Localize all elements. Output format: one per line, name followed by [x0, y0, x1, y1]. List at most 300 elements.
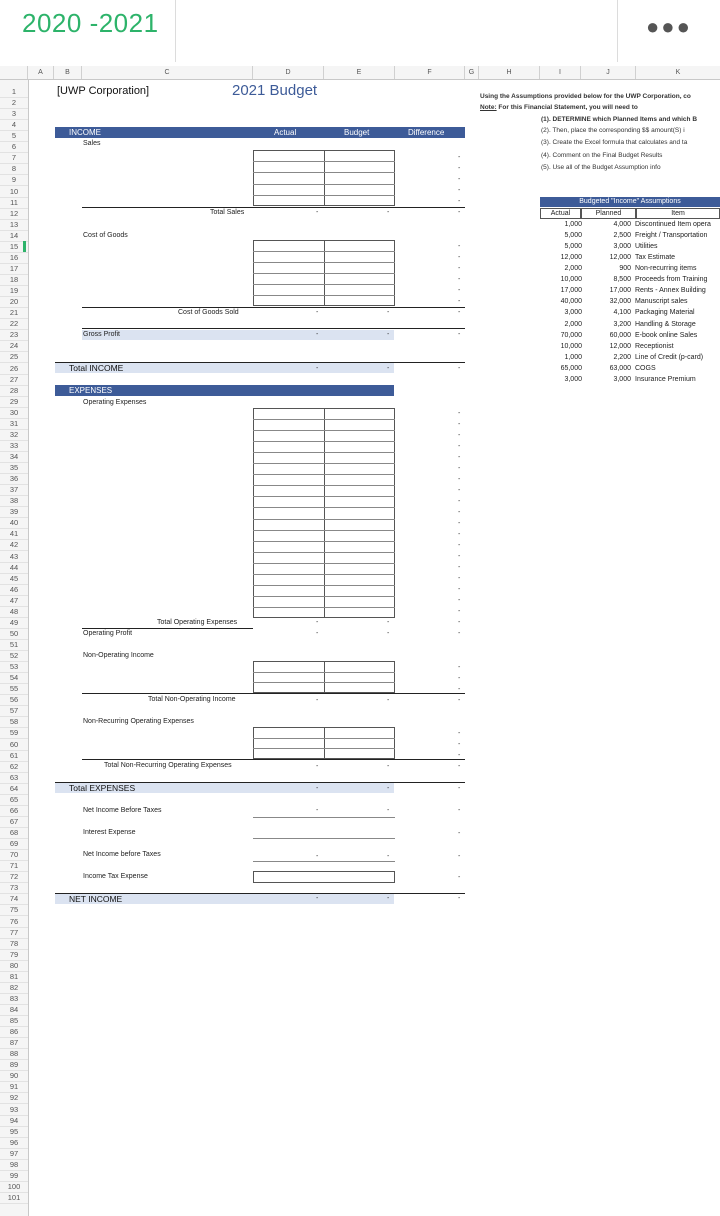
row-header-bar — [0, 80, 29, 1216]
difference-value[interactable]: - — [458, 265, 461, 272]
row-header[interactable]: 80 — [9, 960, 19, 970]
actual-header: Actual — [274, 128, 297, 137]
row-header[interactable]: 86 — [9, 1027, 19, 1037]
row-header[interactable]: 51 — [9, 640, 19, 649]
document-title[interactable]: 2020 -2021 — [22, 8, 159, 38]
row-header[interactable]: 29 — [9, 396, 19, 406]
cell-divider — [324, 408, 325, 618]
income-tax-input[interactable] — [253, 871, 395, 883]
instruction-step: (1). DETERMINE which Planned Items and which B — [541, 116, 698, 123]
row-header[interactable]: 81 — [9, 971, 19, 981]
total-income-label: Total INCOME — [69, 363, 124, 373]
cell-divider — [253, 262, 395, 263]
income-header-band — [55, 127, 465, 138]
row-header[interactable]: 25 — [9, 352, 19, 362]
separator-line — [253, 838, 395, 839]
difference-value[interactable]: - — [458, 553, 461, 560]
assumption-actual[interactable]: 10,000 — [560, 342, 582, 350]
cell-divider — [253, 485, 395, 486]
difference-value[interactable]: - — [458, 331, 461, 338]
cell-divider — [253, 672, 395, 673]
net-income-before-taxes-label: Net Income Before Taxes — [83, 807, 162, 814]
cell-divider — [253, 430, 395, 431]
row-header[interactable]: 96 — [9, 1137, 19, 1147]
row-header[interactable]: 33 — [9, 440, 19, 450]
row-header[interactable]: 54 — [9, 673, 19, 683]
row-header[interactable]: 99 — [9, 1170, 19, 1180]
interest-expense-label: Interest Expense — [83, 829, 136, 836]
row-header[interactable]: 7 — [11, 153, 17, 163]
row-header[interactable]: 2 — [11, 98, 17, 108]
row-header[interactable]: 83 — [9, 993, 19, 1003]
difference-value[interactable]: - — [458, 608, 461, 615]
difference-value[interactable]: - — [458, 520, 461, 527]
column-header[interactable]: I — [540, 66, 581, 79]
column-header[interactable]: D — [253, 66, 324, 79]
assumption-actual[interactable]: 3,000 — [564, 309, 582, 317]
difference-value[interactable]: - — [458, 498, 461, 505]
instruction-step: (2). Then, place the corresponding $$ amount(S) i — [541, 127, 685, 134]
row-header[interactable]: 22 — [9, 319, 19, 329]
difference-value[interactable]: - — [458, 542, 461, 549]
row-header[interactable]: 95 — [9, 1126, 19, 1136]
row-header[interactable]: 64 — [9, 783, 19, 793]
row-header[interactable]: 70 — [9, 850, 19, 860]
row-header[interactable]: 69 — [9, 839, 19, 849]
cell-divider — [253, 295, 395, 296]
difference-value[interactable]: - — [458, 254, 461, 261]
actual-value[interactable]: - — [316, 853, 319, 860]
difference-value[interactable]: - — [458, 198, 461, 205]
assumption-actual[interactable]: 5,000 — [564, 243, 582, 251]
total-expenses-label: Total EXPENSES — [69, 783, 136, 793]
row-header[interactable]: 12 — [9, 208, 19, 218]
cell-divider — [253, 195, 395, 196]
cell-divider — [253, 161, 395, 162]
budget-value[interactable]: - — [387, 807, 390, 814]
assumption-planned[interactable]: 3,000 — [613, 375, 631, 383]
assumption-planned[interactable]: 12,000 — [609, 254, 631, 262]
assumption-actual[interactable]: 3,000 — [564, 375, 582, 383]
budget-value[interactable]: - — [387, 331, 390, 338]
row-header[interactable]: 3 — [11, 109, 17, 119]
row-header[interactable]: 23 — [9, 330, 19, 340]
difference-value[interactable]: - — [458, 454, 461, 461]
row-header[interactable]: 14 — [9, 230, 19, 240]
row-header[interactable]: 101 — [7, 1193, 21, 1202]
difference-value[interactable]: - — [458, 410, 461, 417]
budget-value[interactable]: - — [387, 630, 390, 637]
difference-value[interactable]: - — [458, 176, 461, 183]
column-header[interactable]: G — [465, 66, 479, 79]
difference-value[interactable]: - — [458, 432, 461, 439]
assumptions-header-item: Item — [636, 208, 720, 219]
row-header[interactable]: 56 — [9, 695, 19, 705]
cell-divider — [253, 474, 395, 475]
row-header[interactable]: 79 — [9, 949, 19, 959]
column-header-bar — [0, 66, 720, 80]
cell-divider — [253, 172, 395, 173]
column-header[interactable]: B — [54, 66, 82, 79]
row-header[interactable]: 85 — [9, 1016, 19, 1026]
row-header[interactable]: 97 — [9, 1148, 19, 1158]
instructions-line: Using the Assumptions provided below for the UWP Corporation, co — [480, 93, 691, 100]
actual-value[interactable]: - — [316, 209, 319, 216]
assumption-item[interactable]: Rents - Annex Building — [635, 287, 706, 295]
assumption-planned[interactable]: 60,000 — [609, 331, 631, 339]
difference-value[interactable]: - — [458, 476, 461, 483]
row-header[interactable]: 37 — [9, 485, 19, 495]
row-header[interactable]: 93 — [9, 1104, 19, 1114]
assumption-item[interactable]: Utilities — [635, 243, 658, 251]
assumption-item[interactable]: Insurance Premium — [635, 375, 696, 383]
operating-expenses-label: Operating Expenses — [83, 399, 147, 406]
divider — [175, 0, 176, 62]
assumption-planned[interactable]: 2,500 — [613, 232, 631, 240]
row-header[interactable]: 42 — [9, 540, 19, 550]
row-header[interactable]: 91 — [9, 1082, 19, 1092]
row-header[interactable]: 17 — [9, 263, 19, 273]
difference-value[interactable]: - — [458, 276, 461, 283]
assumption-item[interactable]: Receptionist — [635, 342, 674, 350]
row-header[interactable]: 49 — [9, 617, 19, 627]
assumption-planned[interactable]: 3,200 — [613, 320, 631, 328]
row-header[interactable]: 1 — [11, 87, 17, 96]
assumption-actual[interactable]: 12,000 — [560, 254, 582, 262]
difference-value[interactable]: - — [458, 853, 461, 860]
note-text: For this Financial Statement, you will need to — [496, 104, 638, 111]
row-header[interactable]: 31 — [9, 418, 19, 428]
row-header[interactable]: 6 — [11, 142, 17, 152]
row-header[interactable]: 40 — [9, 518, 19, 528]
assumption-planned[interactable]: 32,000 — [609, 298, 631, 306]
row-header[interactable]: 61 — [9, 750, 19, 760]
assumption-actual[interactable]: 1,000 — [564, 221, 582, 228]
column-header[interactable]: C — [82, 66, 253, 79]
actual-value[interactable]: - — [316, 807, 319, 814]
budget-value[interactable]: - — [387, 309, 390, 316]
cell-divider — [324, 661, 325, 693]
cell-divider — [324, 150, 325, 206]
row-header[interactable]: 94 — [9, 1115, 19, 1125]
difference-value[interactable]: - — [458, 586, 461, 593]
row-header[interactable]: 82 — [9, 982, 19, 992]
difference-value[interactable]: - — [458, 619, 461, 626]
assumption-actual[interactable]: 70,000 — [560, 331, 582, 339]
assumption-planned[interactable]: 17,000 — [609, 287, 631, 295]
difference-value[interactable]: - — [458, 421, 461, 428]
difference-value[interactable]: - — [458, 465, 461, 472]
assumption-actual[interactable]: 17,000 — [560, 287, 582, 295]
difference-value[interactable]: - — [458, 365, 461, 372]
row-header[interactable]: 77 — [9, 927, 19, 937]
difference-value[interactable]: - — [458, 509, 461, 516]
separator-line — [253, 861, 395, 862]
row-header[interactable]: 52 — [9, 651, 19, 661]
row-header[interactable]: 32 — [9, 429, 19, 439]
row-header[interactable]: 46 — [9, 584, 19, 594]
cell-divider — [253, 552, 395, 553]
budget-value[interactable]: - — [387, 785, 390, 792]
row-header[interactable]: 100 — [7, 1181, 21, 1191]
cell-divider — [253, 682, 395, 683]
row-header[interactable]: 71 — [9, 861, 19, 871]
row-header[interactable]: 73 — [9, 883, 19, 893]
separator-line — [82, 693, 465, 694]
assumption-planned[interactable]: 4,100 — [613, 309, 631, 317]
row-header[interactable]: 41 — [9, 529, 19, 539]
cost-of-goods-label: Cost of Goods — [83, 232, 128, 239]
assumption-actual[interactable]: 5,000 — [564, 232, 582, 240]
selected-row-marker — [23, 241, 26, 252]
difference-value[interactable]: - — [458, 487, 461, 494]
row-header[interactable]: 55 — [9, 684, 19, 694]
row-header[interactable]: 59 — [9, 728, 19, 738]
assumption-item[interactable]: Line of Credit (p-card) — [635, 353, 704, 361]
assumption-planned[interactable]: 900 — [619, 265, 631, 273]
row-header[interactable]: 35 — [9, 463, 19, 473]
cell-divider — [253, 519, 395, 520]
actual-value[interactable]: - — [316, 619, 319, 626]
column-header[interactable]: K — [675, 69, 681, 76]
difference-value[interactable]: - — [458, 785, 461, 792]
row-header[interactable]: 50 — [9, 628, 19, 638]
cogs-sold-label: Cost of Goods Sold — [178, 309, 239, 316]
row-header[interactable]: 8 — [11, 164, 17, 174]
assumption-item[interactable]: Freight / Transportation — [635, 232, 708, 240]
actual-value[interactable]: - — [316, 365, 319, 372]
cell-divider — [324, 727, 325, 759]
row-header[interactable]: 13 — [9, 219, 19, 229]
difference-value[interactable]: - — [458, 874, 461, 881]
difference-value[interactable]: - — [458, 154, 461, 161]
cell-divider — [253, 607, 395, 608]
actual-value[interactable]: - — [316, 697, 319, 704]
difference-value[interactable]: - — [458, 209, 461, 216]
row-header[interactable]: 92 — [9, 1093, 19, 1103]
total-sales-label: Total Sales — [210, 209, 245, 216]
difference-value[interactable]: - — [458, 763, 461, 770]
difference-header: Difference — [408, 128, 445, 137]
difference-value[interactable]: - — [458, 443, 461, 450]
row-header[interactable]: 44 — [9, 562, 19, 572]
assumption-item[interactable]: Non-recurring items — [635, 265, 697, 273]
divider — [617, 0, 618, 62]
row-header[interactable]: 84 — [9, 1004, 19, 1014]
row-header[interactable]: 38 — [9, 496, 19, 506]
difference-value[interactable]: - — [458, 741, 461, 748]
column-header[interactable]: F — [395, 66, 465, 79]
row-header[interactable]: 75 — [9, 905, 19, 915]
row-header[interactable]: 27 — [9, 374, 19, 384]
difference-value[interactable]: - — [458, 664, 461, 671]
cell-divider — [253, 441, 395, 442]
difference-value[interactable]: - — [458, 564, 461, 571]
row-header[interactable]: 74 — [9, 894, 19, 904]
budget-value[interactable]: - — [387, 763, 390, 770]
difference-value[interactable]: - — [458, 298, 461, 305]
budget-value[interactable]: - — [387, 895, 390, 902]
assumption-item[interactable]: E-book online Sales — [635, 331, 698, 339]
row-header[interactable]: 39 — [9, 507, 19, 517]
actual-value[interactable]: - — [316, 331, 319, 338]
row-header[interactable]: 60 — [9, 739, 19, 749]
separator-line — [82, 759, 465, 760]
row-header[interactable]: 63 — [9, 772, 19, 782]
assumption-actual[interactable]: 2,000 — [564, 320, 582, 328]
assumption-item[interactable]: Packaging Material — [635, 309, 695, 317]
instruction-step: (5). Use all of the Budget Assumption info — [541, 164, 661, 171]
actual-value[interactable]: - — [316, 895, 319, 902]
row-header[interactable]: 43 — [9, 551, 19, 561]
budget-value[interactable]: - — [387, 209, 390, 216]
assumption-planned[interactable]: 4,000 — [613, 221, 631, 228]
row-header[interactable]: 16 — [9, 252, 19, 262]
budget-value[interactable]: - — [387, 853, 390, 860]
corner-cell[interactable] — [0, 66, 28, 79]
row-header[interactable]: 53 — [9, 662, 19, 672]
separator-line — [82, 207, 465, 208]
difference-value[interactable]: - — [458, 630, 461, 637]
budget-value[interactable]: - — [387, 697, 390, 704]
cell-divider — [253, 563, 395, 564]
difference-value[interactable]: - — [458, 575, 461, 582]
row-header[interactable]: 34 — [9, 451, 19, 461]
row-header[interactable]: 76 — [9, 916, 19, 926]
row-header[interactable]: 45 — [9, 573, 19, 583]
assumption-item[interactable]: Handling & Storage — [635, 320, 696, 328]
column-header[interactable]: H — [479, 66, 540, 79]
row-header[interactable]: 9 — [11, 175, 17, 185]
row-header[interactable]: 18 — [9, 275, 19, 285]
row-header[interactable]: 10 — [9, 186, 19, 196]
row-header[interactable]: 66 — [9, 805, 19, 815]
row-header[interactable]: 48 — [9, 606, 19, 616]
row-header[interactable]: 5 — [11, 131, 17, 141]
row-header[interactable]: 15 — [9, 241, 19, 251]
top-bar — [0, 0, 720, 62]
cell-divider — [253, 251, 395, 252]
row-header[interactable]: 19 — [9, 286, 19, 296]
assumptions-header-planned: Planned — [581, 208, 636, 219]
difference-value[interactable]: - — [458, 895, 461, 902]
row-header[interactable]: 47 — [9, 595, 19, 605]
column-header[interactable]: J — [581, 66, 636, 79]
difference-value[interactable]: - — [458, 287, 461, 294]
difference-value[interactable]: - — [458, 187, 461, 194]
difference-value[interactable]: - — [458, 675, 461, 682]
row-header[interactable]: 28 — [9, 385, 19, 395]
assumption-item[interactable]: Proceeds from Training — [635, 276, 708, 284]
gross-profit-label: Gross Profit — [83, 331, 120, 338]
assumption-planned[interactable]: 63,000 — [609, 364, 631, 372]
row-header[interactable]: 68 — [9, 828, 19, 838]
row-header[interactable]: 21 — [9, 308, 19, 318]
assumption-actual[interactable]: 2,000 — [564, 265, 582, 273]
cell-divider — [253, 596, 395, 597]
assumption-actual[interactable]: 1,000 — [564, 353, 582, 361]
row-header[interactable]: 62 — [9, 761, 19, 771]
operating-profit-label: Operating Profit — [83, 630, 133, 637]
cell-divider — [253, 507, 395, 508]
row-header[interactable]: 90 — [9, 1071, 19, 1081]
cell-divider — [253, 273, 395, 274]
difference-value[interactable]: - — [458, 686, 461, 693]
difference-value[interactable]: - — [458, 309, 461, 316]
row-header[interactable]: 98 — [9, 1159, 19, 1169]
row-header[interactable]: 57 — [9, 706, 19, 716]
row-header[interactable]: 87 — [9, 1038, 19, 1048]
row-header[interactable]: 78 — [9, 938, 19, 948]
assumption-actual[interactable]: 10,000 — [560, 276, 582, 284]
actual-value[interactable]: - — [316, 763, 319, 770]
actual-value[interactable]: - — [316, 785, 319, 792]
more-horizontal-icon[interactable]: ●●● — [646, 14, 692, 39]
difference-value[interactable]: - — [458, 807, 461, 814]
column-header[interactable]: A — [28, 66, 54, 79]
actual-value[interactable]: - — [316, 309, 319, 316]
assumption-item[interactable]: COGS — [635, 364, 656, 372]
instruction-step: (3). Create the Excel formula that calculates and ta — [541, 139, 688, 146]
row-header[interactable]: 58 — [9, 717, 19, 727]
difference-value[interactable]: - — [458, 697, 461, 704]
assumption-planned[interactable]: 12,000 — [609, 342, 631, 350]
column-header[interactable]: E — [324, 66, 395, 79]
assumption-item[interactable]: Tax Estimate — [635, 254, 676, 262]
row-header[interactable]: 72 — [9, 872, 19, 882]
assumption-planned[interactable]: 2,200 — [613, 353, 631, 361]
net-income-label: NET INCOME — [69, 894, 123, 904]
row-header[interactable]: 26 — [9, 363, 19, 373]
cell-divider — [253, 419, 395, 420]
difference-value[interactable]: - — [458, 830, 461, 837]
budget-value[interactable]: - — [387, 365, 390, 372]
assumption-actual[interactable]: 40,000 — [560, 298, 582, 306]
instruction-step: (4). Comment on the Final Budget Results — [541, 152, 663, 159]
cell-divider — [253, 452, 395, 453]
row-header[interactable]: 4 — [11, 120, 17, 130]
row-header[interactable]: 36 — [9, 474, 19, 484]
row-header[interactable]: 24 — [9, 341, 19, 351]
row-header[interactable]: 89 — [9, 1060, 19, 1070]
assumption-planned[interactable]: 3,000 — [613, 243, 631, 251]
difference-value[interactable]: - — [458, 730, 461, 737]
cell-divider — [253, 738, 395, 739]
difference-value[interactable]: - — [458, 531, 461, 538]
assumption-planned[interactable]: 8,500 — [613, 276, 631, 284]
row-header[interactable]: 65 — [9, 794, 19, 804]
assumption-actual[interactable]: 65,000 — [560, 364, 582, 372]
assumption-item[interactable]: Discontinued Item opera — [635, 221, 711, 228]
assumption-item[interactable]: Manuscript sales — [635, 298, 688, 306]
row-header[interactable]: 20 — [9, 297, 19, 307]
row-divider — [0, 1203, 28, 1204]
row-header[interactable]: 30 — [9, 407, 19, 417]
cell-divider — [253, 284, 395, 285]
actual-value[interactable]: - — [316, 630, 319, 637]
row-header[interactable]: 88 — [9, 1049, 19, 1059]
row-header[interactable]: 67 — [9, 816, 19, 826]
difference-value[interactable]: - — [458, 165, 461, 172]
difference-value[interactable]: - — [458, 752, 461, 759]
note-label: Note: — [480, 104, 497, 111]
assumptions-title: Budgeted "Income" Assumptions — [540, 197, 720, 207]
assumptions-header-actual: Actual — [540, 208, 581, 219]
row-header[interactable]: 11 — [10, 197, 18, 207]
budget-value[interactable]: - — [387, 619, 390, 626]
difference-value[interactable]: - — [458, 243, 461, 250]
difference-value[interactable]: - — [458, 597, 461, 604]
